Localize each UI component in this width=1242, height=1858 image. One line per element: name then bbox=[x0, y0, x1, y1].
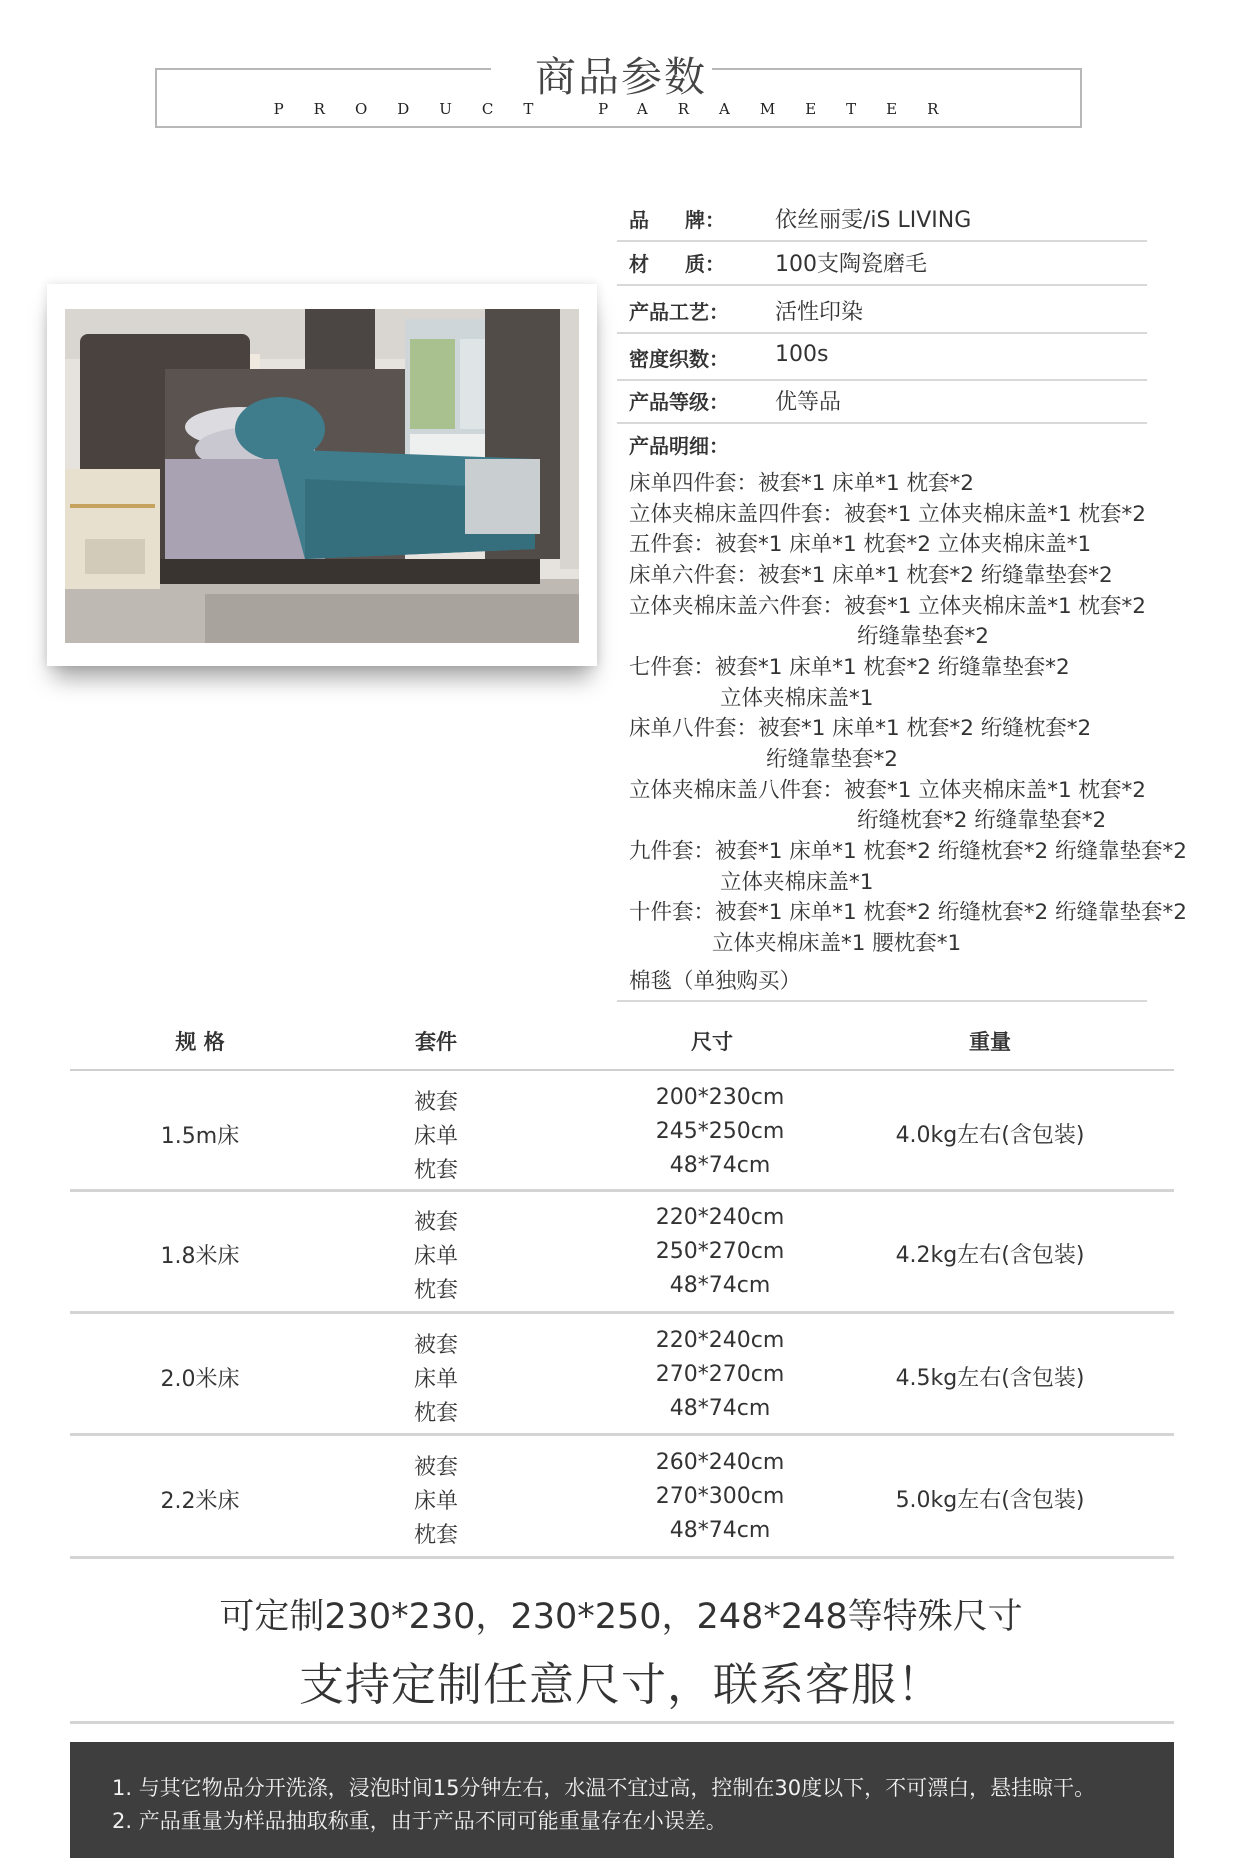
detail-line: 七件套：被套*1 床单*1 枕套*2 绗缝靠垫套*2 bbox=[629, 655, 1070, 680]
table-header-spec: 规 格 bbox=[175, 1030, 225, 1054]
table-cell-size: 270*270cm bbox=[655, 1362, 785, 1387]
detail-line: 立体夹棉床盖*1 bbox=[720, 870, 874, 895]
table-cell-size: 48*74cm bbox=[669, 1396, 771, 1421]
table-row-divider bbox=[70, 1556, 1174, 1559]
param-value-craft: 活性印染 bbox=[775, 300, 864, 325]
param-label-craft: 产品工艺： bbox=[629, 300, 729, 324]
detail-line: 床单六件套：被套*1 床单*1 枕套*2 绗缝靠垫套*2 bbox=[629, 563, 1113, 588]
detail-line: 九件套：被套*1 床单*1 枕套*2 绗缝枕套*2 绗缝靠垫套*2 bbox=[629, 839, 1187, 864]
section-title: 商品参数 bbox=[535, 53, 707, 101]
table-cell-size: 245*250cm bbox=[655, 1119, 785, 1144]
custom-size-note: 可定制230*230，230*250，248*248等特殊尺寸 bbox=[219, 1597, 1023, 1637]
custom-divider bbox=[70, 1721, 1174, 1724]
table-cell-item: 被套 bbox=[413, 1455, 458, 1480]
table-cell-item: 床单 bbox=[413, 1367, 458, 1392]
product-photo-frame bbox=[47, 284, 597, 666]
table-cell-size: 250*270cm bbox=[655, 1239, 785, 1264]
details-title: 产品明细： bbox=[629, 434, 729, 458]
detail-line: 床单四件套：被套*1 床单*1 枕套*2 bbox=[629, 471, 974, 496]
table-header-weight: 重量 bbox=[969, 1030, 1011, 1054]
table-row-divider bbox=[70, 1433, 1174, 1436]
param-row-brand bbox=[617, 196, 1147, 242]
table-cell-size: 200*230cm bbox=[655, 1085, 785, 1110]
param-label-material-b: 质： bbox=[685, 252, 725, 276]
table-cell-size: 260*240cm bbox=[655, 1450, 785, 1475]
care-notes-panel bbox=[70, 1742, 1174, 1858]
product-photo bbox=[65, 309, 579, 643]
table-row-divider bbox=[70, 1189, 1174, 1192]
table-cell-weight: 4.0kg左右(含包装) bbox=[895, 1123, 1085, 1148]
table-cell-size: 48*74cm bbox=[669, 1518, 771, 1543]
param-row-material bbox=[617, 240, 1147, 286]
table-cell-weight: 4.5kg左右(含包装) bbox=[895, 1366, 1085, 1391]
detail-line: 绗缝靠垫套*2 bbox=[857, 624, 989, 649]
table-cell-size: 48*74cm bbox=[669, 1153, 771, 1178]
table-cell-spec: 1.8米床 bbox=[160, 1244, 240, 1269]
detail-line: 十件套：被套*1 床单*1 枕套*2 绗缝枕套*2 绗缝靠垫套*2 bbox=[629, 900, 1187, 925]
bedroom-illustration bbox=[65, 309, 579, 643]
param-label-grade: 产品等级： bbox=[629, 390, 729, 414]
param-label-brand-a: 品 bbox=[629, 208, 649, 232]
section-subtitle: PRODUCT PARAMETER bbox=[273, 100, 969, 118]
table-cell-item: 枕套 bbox=[413, 1523, 458, 1548]
param-row-craft bbox=[617, 288, 1147, 334]
param-row-grade bbox=[617, 378, 1147, 424]
table-cell-item: 床单 bbox=[413, 1124, 458, 1149]
param-label-density: 密度织数： bbox=[629, 347, 729, 371]
custom-size-headline: 支持定制任意尺寸，联系客服！ bbox=[298, 1658, 943, 1711]
param-value-density: 100s bbox=[775, 342, 829, 367]
table-cell-size: 48*74cm bbox=[669, 1273, 771, 1298]
details-divider bbox=[617, 1000, 1147, 1002]
table-cell-item: 床单 bbox=[413, 1244, 458, 1269]
detail-line: 棉毯（单独购买） bbox=[629, 969, 802, 994]
table-cell-size: 270*300cm bbox=[655, 1484, 785, 1509]
param-value-brand: 依丝丽雯/iS LIVING bbox=[775, 208, 972, 233]
care-note: 1. 与其它物品分开洗涤，浸泡时间15分钟左右，水温不宜过高，控制在30度以下，不可漂白，悬挂晾干。 bbox=[112, 1776, 1096, 1800]
table-cell-size: 220*240cm bbox=[655, 1328, 785, 1353]
table-cell-item: 被套 bbox=[413, 1333, 458, 1358]
table-cell-spec: 1.5m床 bbox=[160, 1124, 240, 1149]
detail-line: 立体夹棉床盖*1 bbox=[720, 686, 874, 711]
detail-line: 立体夹棉床盖*1 腰枕套*1 bbox=[712, 931, 962, 956]
param-label-material-a: 材 bbox=[629, 252, 649, 276]
detail-line: 立体夹棉床盖四件套：被套*1 立体夹棉床盖*1 枕套*2 bbox=[629, 502, 1146, 527]
table-cell-item: 枕套 bbox=[413, 1401, 458, 1426]
param-value-grade: 优等品 bbox=[775, 390, 842, 415]
detail-line: 立体夹棉床盖六件套：被套*1 立体夹棉床盖*1 枕套*2 bbox=[629, 594, 1146, 619]
param-row-density bbox=[617, 335, 1147, 381]
detail-line: 五件套：被套*1 床单*1 枕套*2 立体夹棉床盖*1 bbox=[629, 532, 1092, 557]
table-cell-item: 床单 bbox=[413, 1489, 458, 1514]
table-row-divider bbox=[70, 1311, 1174, 1314]
detail-line: 床单八件套：被套*1 床单*1 枕套*2 绗缝枕套*2 bbox=[629, 716, 1092, 741]
table-cell-weight: 5.0kg左右(含包装) bbox=[895, 1488, 1085, 1513]
table-cell-spec: 2.2米床 bbox=[160, 1489, 240, 1514]
table-header-divider bbox=[70, 1069, 1174, 1071]
table-cell-item: 被套 bbox=[413, 1210, 458, 1235]
detail-line: 立体夹棉床盖八件套：被套*1 立体夹棉床盖*1 枕套*2 bbox=[629, 778, 1146, 803]
param-label-brand-b: 牌： bbox=[685, 208, 725, 232]
care-note: 2. 产品重量为样品抽取称重，由于产品不同可能重量存在小误差。 bbox=[112, 1809, 727, 1833]
table-cell-item: 枕套 bbox=[413, 1158, 458, 1183]
table-cell-spec: 2.0米床 bbox=[160, 1367, 240, 1392]
table-header-items: 套件 bbox=[415, 1030, 457, 1054]
table-cell-item: 枕套 bbox=[413, 1278, 458, 1303]
detail-line: 绗缝枕套*2 绗缝靠垫套*2 bbox=[857, 808, 1107, 833]
table-header-size: 尺寸 bbox=[691, 1030, 733, 1054]
detail-line: 绗缝靠垫套*2 bbox=[766, 747, 898, 772]
table-cell-weight: 4.2kg左右(含包装) bbox=[895, 1243, 1085, 1268]
param-value-material: 100支陶瓷磨毛 bbox=[775, 252, 927, 277]
table-cell-item: 被套 bbox=[413, 1090, 458, 1115]
table-cell-size: 220*240cm bbox=[655, 1205, 785, 1230]
